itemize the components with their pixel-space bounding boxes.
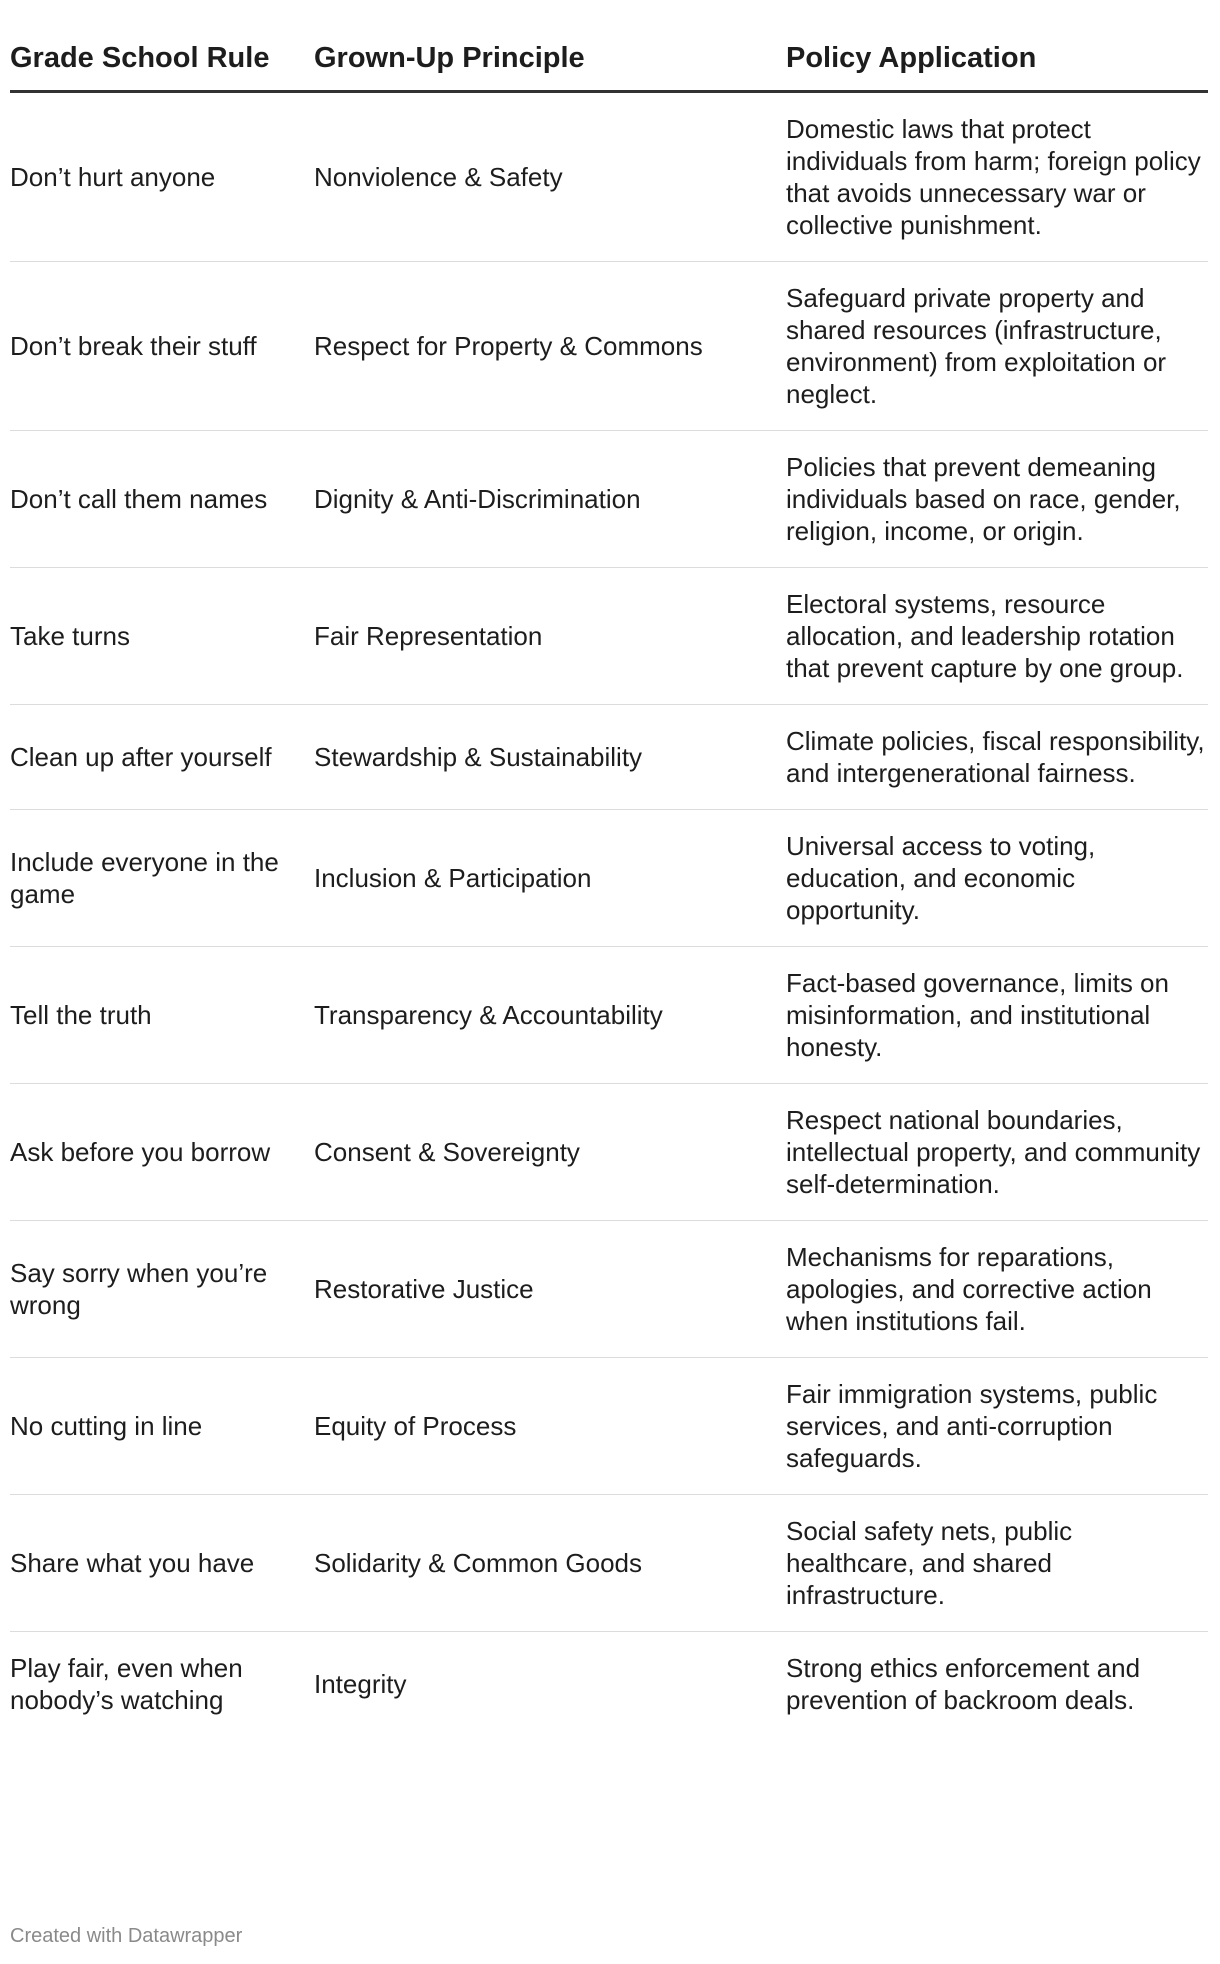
footer-credit: Created with Datawrapper [10, 1925, 243, 1947]
cell-policy-application: Fact-based governance, limits on misinformation, and institutional honesty. [786, 947, 1208, 1084]
cell-policy-application: Policies that prevent demeaning individuals based on race, gender, religion, income, or origin. [786, 431, 1208, 568]
table-row [10, 947, 1208, 1084]
cell-grade-school-rule: No cutting in line [10, 1358, 314, 1495]
cell-grade-school-rule: Say sorry when you’re wrong [10, 1221, 314, 1358]
column-header-grade-school-rule: Grade School Rule [10, 40, 314, 92]
cell-grade-school-rule: Don’t break their stuff [10, 262, 314, 431]
cell-grown-up-principle: Nonviolence & Safety [314, 92, 786, 262]
cell-grown-up-principle: Transparency & Accountability [314, 947, 786, 1084]
cell-grade-school-rule: Take turns [10, 568, 314, 705]
table-row [10, 810, 1208, 947]
cell-grown-up-principle: Equity of Process [314, 1358, 786, 1495]
cell-grown-up-principle: Dignity & Anti-Discrimination [314, 431, 786, 568]
column-header-policy-application: Policy Application [786, 40, 1208, 92]
cell-grade-school-rule: Play fair, even when nobody’s watching [10, 1653, 243, 1715]
cell-policy-application: Mechanisms for reparations, apologies, and corrective action when institutions fail. [786, 1221, 1208, 1358]
column-header-grown-up-principle: Grown-Up Principle [314, 40, 786, 92]
cell-grown-up-principle: Restorative Justice [314, 1221, 786, 1358]
cell-policy-application: Strong ethics enforcement and prevention of backroom deals. [786, 1653, 1141, 1715]
table-row [10, 1632, 1208, 1737]
cell-grade-school-rule: Clean up after yourself [10, 705, 314, 810]
table-row [10, 1221, 1208, 1358]
table-row [10, 1084, 1208, 1221]
cell-grade-school-rule: Include everyone in the game [10, 810, 314, 947]
cell-policy-application: Safeguard private property and shared resources (infrastructure, environment) from exploitation or neglect. [786, 262, 1208, 431]
table-row [10, 262, 1208, 431]
cell-grown-up-principle: Consent & Sovereignty [314, 1084, 786, 1221]
table-row [10, 705, 1208, 810]
cell-grown-up-principle: Integrity [314, 1669, 407, 1699]
table-row [10, 1495, 1208, 1632]
table-row [10, 92, 1208, 262]
cell-grade-school-rule: Share what you have [10, 1495, 314, 1632]
cell-policy-application: Universal access to voting, education, and economic opportunity. [786, 810, 1208, 947]
table-row [10, 1358, 1208, 1495]
cell-grade-school-rule: Don’t call them names [10, 431, 314, 568]
cell-grown-up-principle: Fair Representation [314, 568, 786, 705]
cell-grade-school-rule: Don’t hurt anyone [10, 92, 314, 262]
cell-policy-application: Climate policies, fiscal responsibility, and intergenerational fairness. [786, 705, 1208, 810]
cell-grade-school-rule: Ask before you borrow [10, 1084, 314, 1221]
principles-table [10, 40, 1208, 1736]
cell-grown-up-principle: Solidarity & Common Goods [314, 1495, 786, 1632]
table-header [10, 40, 1208, 92]
table-row [10, 431, 1208, 568]
cell-policy-application: Fair immigration systems, public services, and anti-corruption safeguards. [786, 1358, 1208, 1495]
cell-policy-application: Domestic laws that protect individuals from harm; foreign policy that avoids unnecessary war or collective punishment. [786, 92, 1208, 262]
cell-grade-school-rule: Tell the truth [10, 947, 314, 1084]
data-table-container [10, 40, 1208, 1736]
cell-grown-up-principle: Respect for Property & Commons [314, 262, 786, 431]
table-body [10, 92, 1208, 1737]
cell-policy-application: Electoral systems, resource allocation, and leadership rotation that prevent capture by one group. [786, 568, 1208, 705]
table-row [10, 568, 1208, 705]
cell-policy-application: Social safety nets, public healthcare, and shared infrastructure. [786, 1495, 1208, 1632]
cell-policy-application: Respect national boundaries, intellectual property, and community self-determination. [786, 1084, 1208, 1221]
cell-grown-up-principle: Stewardship & Sustainability [314, 705, 786, 810]
header-row [10, 40, 1208, 92]
cell-grown-up-principle: Inclusion & Participation [314, 810, 786, 947]
